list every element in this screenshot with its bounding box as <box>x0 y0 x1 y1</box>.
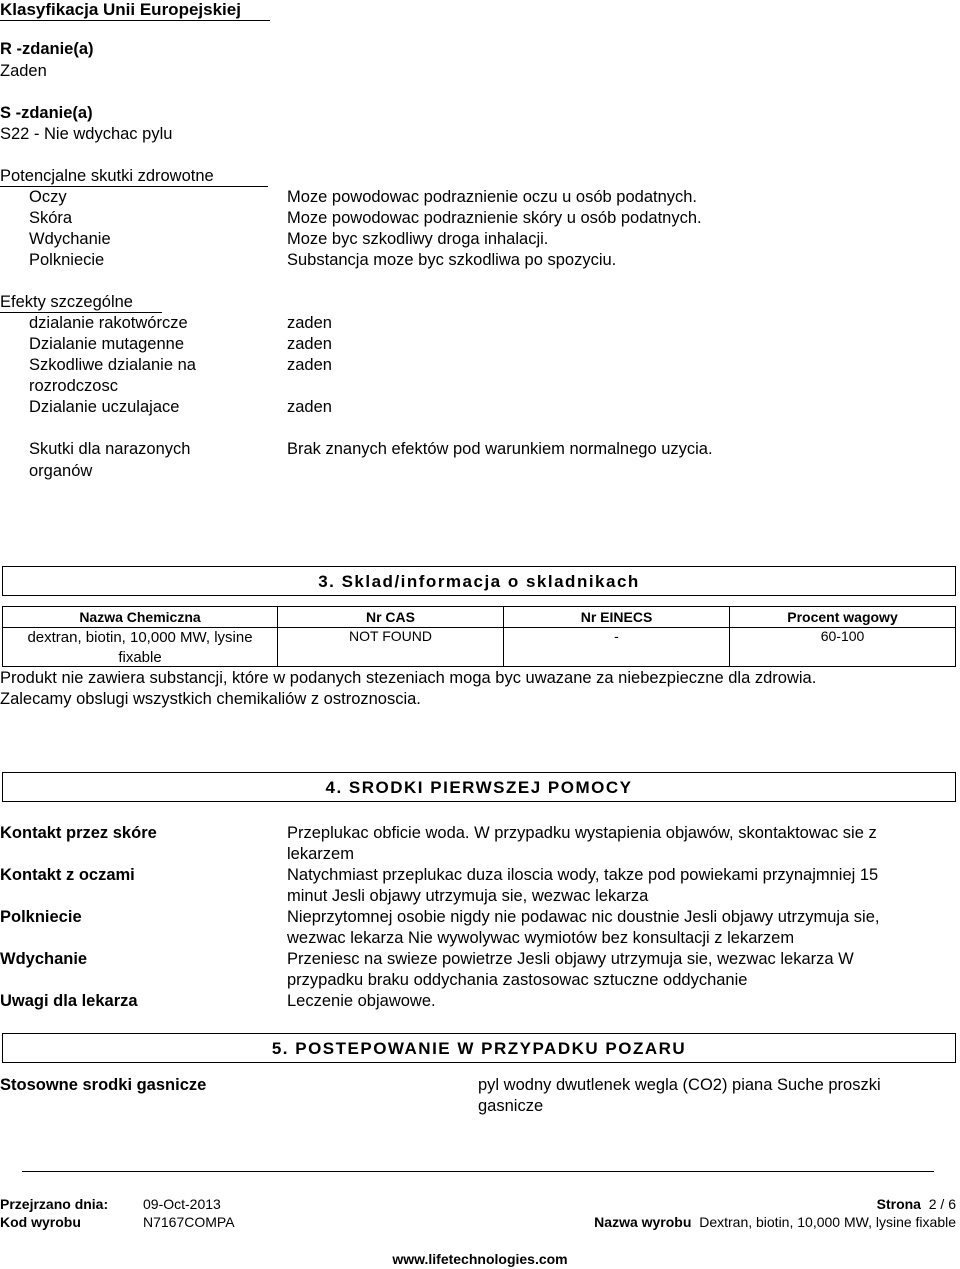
health-value-inhalation: Moze byc szkodliwy droga inhalacji. <box>287 230 549 248</box>
organs-value: Brak znanych efektów pod warunkiem normalnego uzycia. <box>287 440 713 458</box>
first-aid-label-ingestion: Polkniecie <box>0 908 82 926</box>
s-phrases-label: S -zdanie(a) <box>0 104 93 122</box>
cell-cas <box>277 627 504 667</box>
chemical-name-line1: dextran, biotin, 10,000 MW, lysine <box>27 629 253 646</box>
first-aid-label-physician: Uwagi dla lekarza <box>0 992 138 1010</box>
extinguishing-media-line2: gasnicze <box>478 1097 544 1115</box>
col-header-cas: Nr CAS <box>277 606 504 628</box>
first-aid-skin-line1: Przeplukac obficie woda. W przypadku wystapienia objawów, skontaktowac sie z <box>287 824 877 842</box>
specific-effects-title: Efekty szczególne <box>0 293 162 313</box>
footer-checked-value: 09-Oct-2013 <box>143 1196 221 1212</box>
extinguishing-media-label: Stosowne srodki gasnicze <box>0 1076 207 1094</box>
effect-value-reproductive: zaden <box>287 356 332 374</box>
effect-label-reproductive-cont: rozrodczosc <box>29 377 118 395</box>
health-label-skin: Skóra <box>29 209 73 227</box>
first-aid-label-eyes: Kontakt z oczami <box>0 866 135 884</box>
table-left-border <box>2 627 3 667</box>
effect-value-carcinogenic: zaden <box>287 314 332 332</box>
col-header-weight-percent: Procent wagowy <box>729 606 956 628</box>
effect-value-mutagenic: zaden <box>287 335 332 353</box>
health-value-skin: Moze powodowac podraznienie skóry u osób podatnych. <box>287 209 702 227</box>
footer-product <box>594 1214 956 1230</box>
chemical-name-line2: fixable <box>118 649 162 666</box>
health-label-eyes: Oczy <box>29 188 67 206</box>
section3-note-1: Produkt nie zawiera substancji, które w podanych stezeniach moga byc uwazane za niebezpieczne dla zdrowia. <box>0 669 817 687</box>
footer-code-label: Kod wyrobu <box>0 1214 81 1230</box>
first-aid-ingestion-line2: wezwac lekarza Nie wywolywac wymiotów bez konsultacji z lekarzem <box>287 929 795 947</box>
footer-divider <box>22 1171 934 1172</box>
col-header-chemical-name: Nazwa Chemiczna <box>2 606 278 628</box>
s-phrases-value: S22 - Nie wdychac pylu <box>0 125 173 143</box>
first-aid-physician-line1: Leczenie objawowe. <box>287 992 436 1010</box>
cell-chemical-name <box>2 627 278 667</box>
table-bottom-divider <box>2 666 956 667</box>
footer-website: www.lifetechnologies.com <box>392 1251 568 1267</box>
footer-product-label: Nazwa wyrobu <box>594 1214 692 1230</box>
cell-percent <box>729 627 956 667</box>
effect-value-sensitizing: zaden <box>287 398 332 416</box>
percent-value: 60-100 <box>820 628 865 644</box>
health-value-eyes: Moze powodowac podraznienie oczu u osób podatnych. <box>287 188 698 206</box>
health-label-ingestion: Polkniecie <box>29 251 105 269</box>
cas-value: NOT FOUND <box>349 628 432 644</box>
footer-code-value: N7167COMPA <box>143 1214 235 1230</box>
section5-title: 5. POSTEPOWANIE W PRZYPADKU POZARU <box>2 1033 956 1063</box>
effect-label-mutagenic: Dzialanie mutagenne <box>29 335 185 353</box>
first-aid-label-inhalation: Wdychanie <box>0 950 88 968</box>
footer-page-label: Strona <box>876 1196 921 1212</box>
organs-label: Skutki dla narazonych <box>29 440 191 458</box>
einecs-value: - <box>614 628 619 644</box>
health-label-inhalation: Wdychanie <box>29 230 111 248</box>
first-aid-label-skin: Kontakt przez skóre <box>0 824 157 842</box>
first-aid-skin-line2: lekarzem <box>287 845 354 863</box>
r-phrases-label: R -zdanie(a) <box>0 40 94 58</box>
section4-title: 4. SRODKI PIERWSZEJ POMOCY <box>2 772 956 802</box>
effect-label-carcinogenic: dzialanie rakotwórcze <box>29 314 188 332</box>
first-aid-eyes-line1: Natychmiast przeplukac duza iloscia wody, takze pod powiekami przynajmniej 15 <box>287 866 879 884</box>
health-value-ingestion: Substancja moze byc szkodliwa po spozyciu. <box>287 251 617 269</box>
col-header-einecs: Nr EINECS <box>503 606 730 628</box>
footer-product-value: Dextran, biotin, 10,000 MW, lysine fixable <box>699 1214 956 1230</box>
first-aid-inhalation-line2: przypadku braku oddychania zastosowac sztuczne oddychanie <box>287 971 748 989</box>
eu-classification-title: Klasyfikacja Unii Europejskiej <box>0 0 270 21</box>
first-aid-ingestion-line1: Nieprzytomnej osobie nigdy nie podawac nic doustnie Jesli objawy utrzymuja sie, <box>287 908 880 926</box>
section3-note-2: Zalecamy obslugi wszystkich chemikaliów z ostroznoscia. <box>0 690 421 708</box>
section3-title: 3. Sklad/informacja o skladnikach <box>2 566 956 596</box>
footer-page-value: 2 / 6 <box>928 1196 956 1212</box>
extinguishing-media-line1: pyl wodny dwutlenek wegla (CO2) piana Suche proszki <box>478 1076 881 1094</box>
first-aid-inhalation-line1: Przeniesc na swieze powietrze Jesli objawy utrzymuja sie, wezwac lekarza W <box>287 950 854 968</box>
health-effects-title: Potencjalne skutki zdrowotne <box>0 167 268 187</box>
organs-label-cont: organów <box>29 462 93 480</box>
r-phrases-value: Zaden <box>0 62 47 80</box>
footer-checked-label: Przejrzano dnia: <box>0 1196 109 1212</box>
cell-einecs <box>503 627 730 667</box>
footer-page <box>877 1196 956 1212</box>
first-aid-eyes-line2: minut Jesli objawy utrzymuja sie, wezwac lekarza <box>287 887 649 905</box>
effect-label-reproductive: Szkodliwe dzialanie na <box>29 356 196 374</box>
effect-label-sensitizing: Dzialanie uczulajace <box>29 398 180 416</box>
